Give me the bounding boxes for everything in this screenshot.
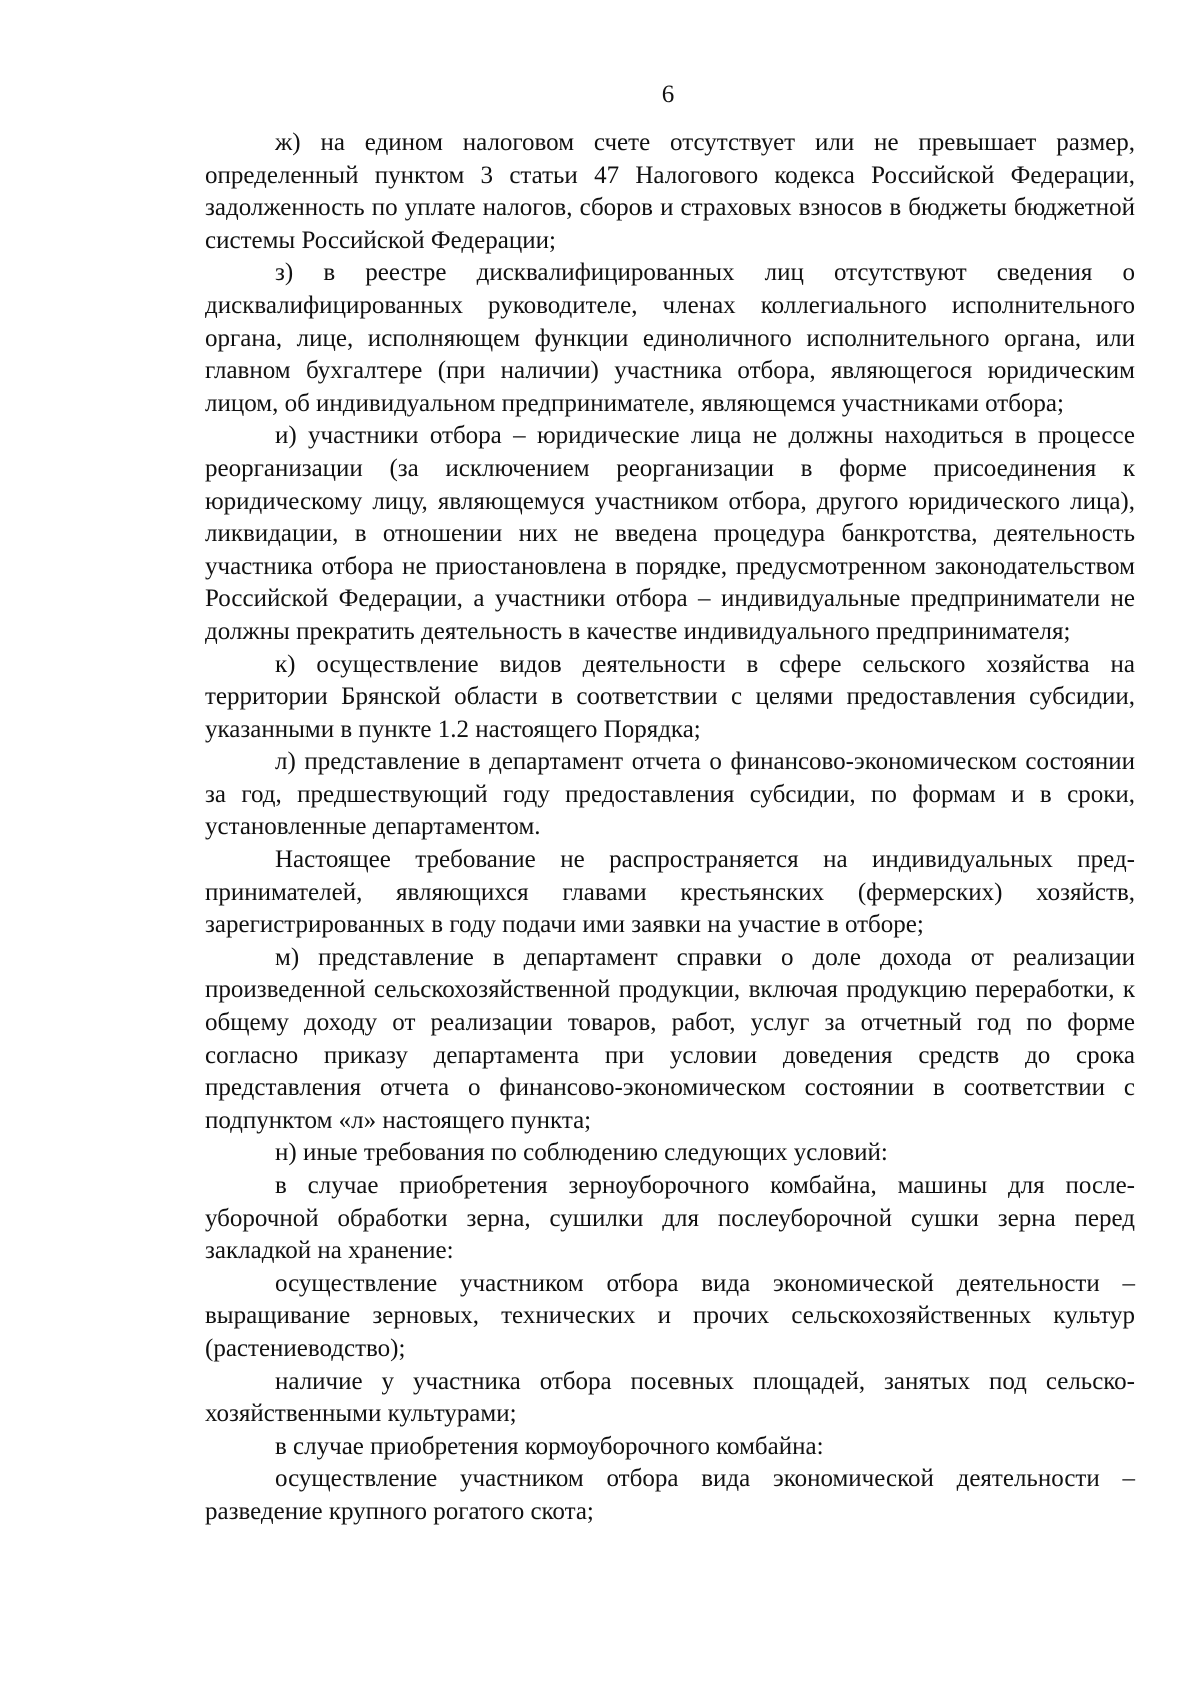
paragraph-z: з) в реестре дисквалифицированных лиц отсутствуют сведения о дисквалифицированных руководителе, членах коллегиального исполнительного органа, лице, исполняющем функции единоличного исполнительного органа, или главном бухгалтере (при наличии) участника отбора, являющегося юридическим лицом, об индивидуальном предпринимателе, являющемся участниками отбора;	[205, 259, 1135, 417]
paragraph-l: л) представление в департамент отчета о финансово-экономическом состоянии за год, предшествующий году предоставления субсидии, по формам и в сроки, установленные департаментом.	[205, 748, 1135, 841]
paragraph-grain-harvester-case: в случае приобретения зерноуборочного комбайна, машины для послеуборочной обработки зерна, сушилки для послеуборочной сушки зерна перед закладкой на хранение:	[205, 1172, 1135, 1265]
paragraph-k: к) осуществление видов деятельности в сфере сельского хозяйства на территории Брянской области в соответствии с целями предоставления субсидии, указанными в пункте 1.2 настоящего Порядка;	[205, 650, 1135, 743]
paragraph-cattle-activity: осуществление участником отбора вида экономической деятельности – разведение крупного рогатого скота;	[205, 1465, 1135, 1525]
paragraph-crop-activity: осуществление участником отбора вида экономической деятельности – выращивание зерновых, технических и прочих сельскохозяйственных культур (растениеводство);	[205, 1269, 1135, 1362]
document-body	[205, 127, 1135, 1529]
paragraph-forage-harvester-case: в случае приобретения кормоуборочного комбайна:	[275, 1432, 824, 1460]
paragraph-zh: ж) на едином налоговом счете отсутствует или не превышает размер, определенный пунктом 3 статьи 47 Налогового кодекса Российской Федерации, задолженность по уплате налогов, сборов и страховых взносов в бюджеты бюджетной системы Российской Федерации;	[205, 129, 1135, 254]
paragraph-sown-areas: наличие у участника отбора посевных площадей, занятых под сельскохозяйственными культурами;	[205, 1367, 1135, 1428]
paragraph-note: Настоящее требование не распространяется на индивидуальных предпринимателей, являющихся главами крестьянских (фермерских) хозяйств, зарегистрированных в году подачи ими заявки на участие в отборе;	[205, 846, 1135, 939]
paragraph-m: м) представление в департамент справки о доле дохода от реализации произведенной сельскохозяйственной продукции, включая продукцию переработки, к общему доходу от реализации товаров, работ, услуг за отчетный год по форме согласно приказу департамента при условии доведения средств до срока представления отчета о финансово-экономическом состоянии в соответствии с подпунктом «л» настоящего пункта;	[205, 943, 1135, 1134]
page-number: 6	[661, 81, 675, 108]
paragraph-n: н) иные требования по соблюдению следующих условий:	[275, 1139, 888, 1167]
paragraph-i: и) участники отбора – юридические лица не должны находиться в процессе реорганизации (за исключением реорганизации в форме присоединения к юридическому лицу, являющемуся участником отбора, другого юридического лица), ликвидации, в отношении них не введена процедура банкротства, деятельность участника отбора не приостановлена в порядке, предусмотренном законодательством Российской Федерации, а участники отбора – индивидуальные предприниматели не должны прекратить деятельность в качестве индивидуального предпринимателя;	[205, 422, 1135, 645]
